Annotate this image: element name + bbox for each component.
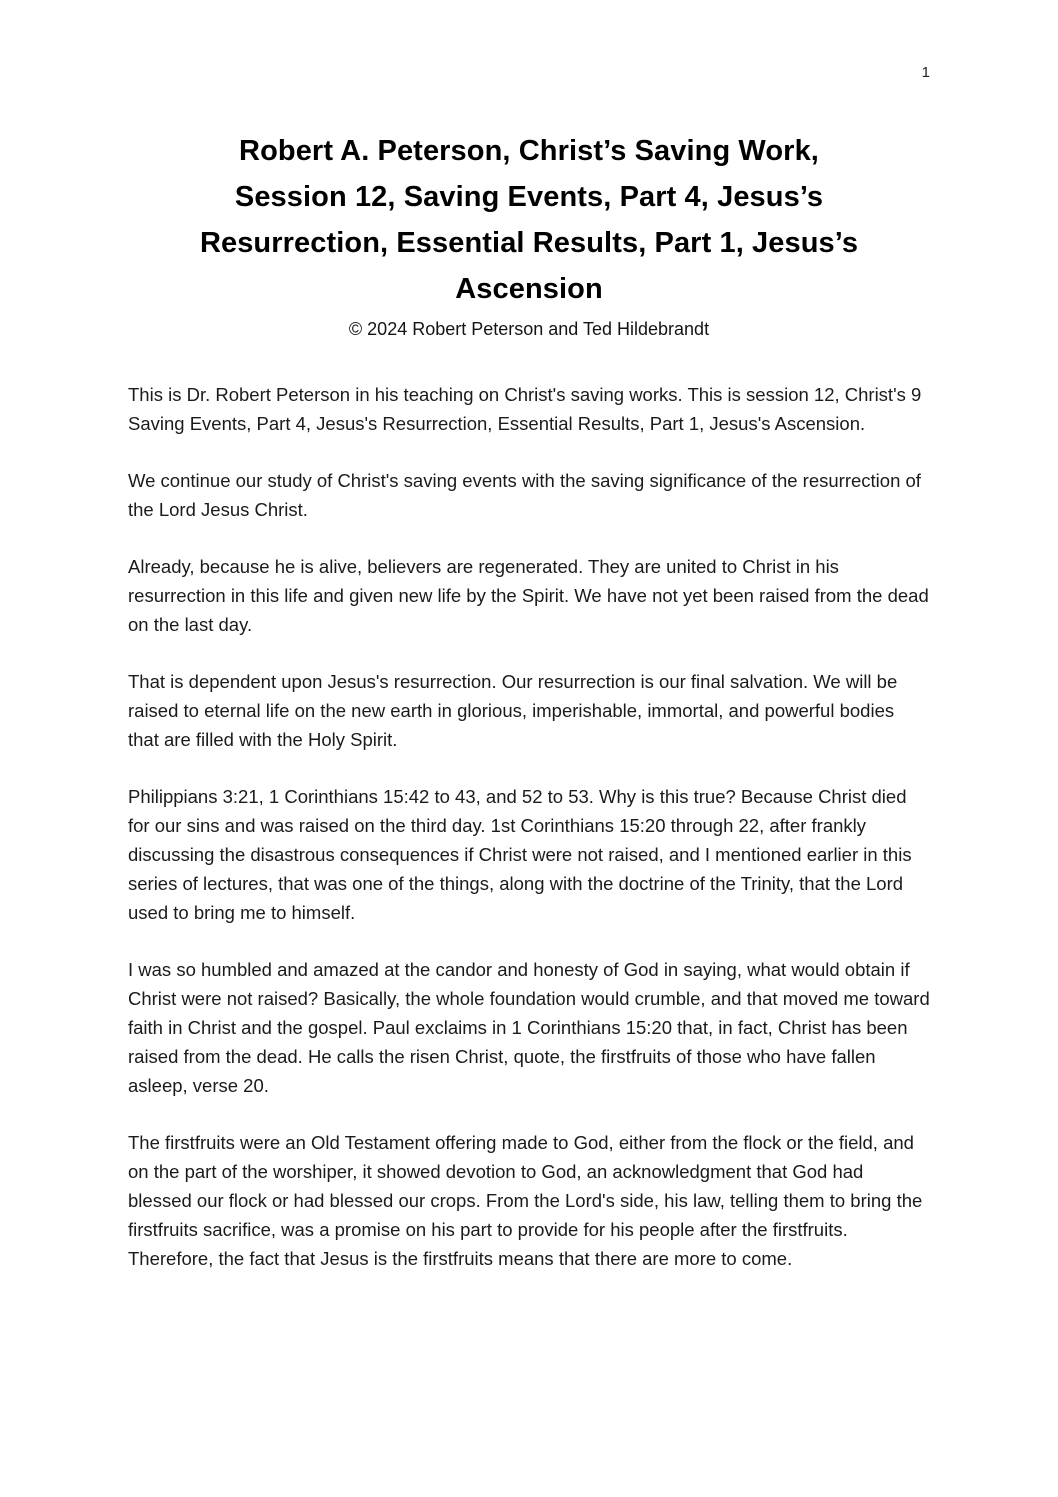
paragraph-3: Already, because he is alive, believers are regenerated. They are united to Christ in his resurrection in this life and given new life by the Spirit. We have not yet been raised from the dead on the last day. [128, 556, 929, 635]
document-title [128, 128, 930, 312]
copyright-line: © 2024 Robert Peterson and Ted Hildebrandt [348, 319, 710, 339]
title-line-1: Robert A. Peterson, Christ’s Saving Work, [239, 135, 819, 167]
title-line-4: Ascension [455, 273, 603, 305]
paragraph-7: The firstfruits were an Old Testament offering made to God, either from the flock or the field, and on the part of the worshiper, it showed devotion to God, an acknowledgment that God had blessed our flock or had blessed our crops. From the Lord's side, his law, telling them to bring the firstfruits sacrifice, was a promise on his part to provide for his people after the firstfruits. Therefore, the fact that Jesus is the firstfruits means that there are more to come. [128, 1132, 923, 1269]
paragraph-2: We continue our study of Christ's saving events with the saving significance of the resurrection of the Lord Jesus Christ. [128, 470, 921, 520]
paragraph-5: Philippians 3:21, 1 Corinthians 15:42 to 43, and 52 to 53. Why is this true? Because Christ died for our sins and was raised on the third day. 1st Corinthians 15:20 through 22, after frankly discussing the disastrous consequences if Christ were not raised, and I mentioned earlier in this series of lectures, that was one of the things, along with the doctrine of the Trinity, that the Lord used to bring me to himself. [128, 786, 912, 923]
paragraph-6: I was so humbled and amazed at the candor and honesty of God in saying, what would obtain if Christ were not raised? Basically, the whole foundation would crumble, and that moved me toward faith in Christ and the gospel. Paul exclaims in 1 Corinthians 15:20 that, in fact, Christ has been raised from the dead. He calls the risen Christ, quote, the firstfruits of those who have fallen asleep, verse 20. [128, 959, 930, 1096]
page-number: 1 [921, 64, 930, 81]
title-line-2: Session 12, Saving Events, Part 4, Jesus’s [234, 181, 824, 213]
document-body [128, 380, 930, 1273]
paragraph-4: That is dependent upon Jesus's resurrection. Our resurrection is our final salvation. We will be raised to eternal life on the new earth in glorious, imperishable, immortal, and powerful bodies that are filled with the Holy Spirit. [128, 671, 898, 750]
title-line-3: Resurrection, Essential Results, Part 1, Jesus’s [199, 227, 859, 259]
paragraph-1: This is Dr. Robert Peterson in his teaching on Christ's saving works. This is session 12, Christ's 9 Saving Events, Part 4, Jesus's Resurrection, Essential Results, Part 1, Jesus's Ascension. [128, 384, 922, 434]
